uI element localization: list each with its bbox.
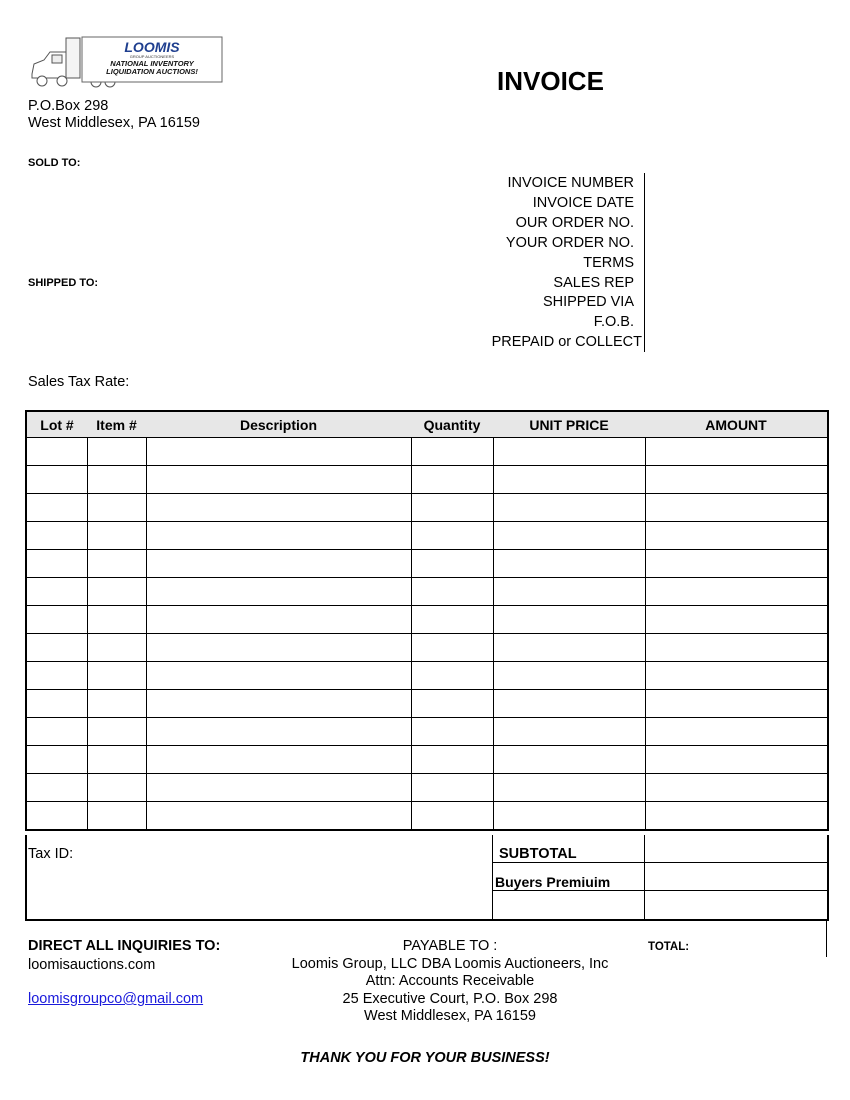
- table-cell[interactable]: [411, 494, 493, 522]
- table-cell[interactable]: [411, 718, 493, 746]
- meta-invoice-number: INVOICE NUMBER: [507, 175, 634, 191]
- table-row: [26, 802, 828, 831]
- table-cell[interactable]: [411, 438, 493, 466]
- table-cell[interactable]: [411, 522, 493, 550]
- table-cell[interactable]: [146, 578, 411, 606]
- meta-shipped-via: SHIPPED VIA: [542, 294, 634, 311]
- table-cell[interactable]: [493, 550, 645, 578]
- table-cell[interactable]: [87, 774, 146, 802]
- table-cell[interactable]: [26, 718, 87, 746]
- table-cell[interactable]: [26, 662, 87, 690]
- col-description: Description: [146, 411, 411, 438]
- col-unit-price: UNIT PRICE: [493, 411, 645, 438]
- table-cell[interactable]: [411, 802, 493, 831]
- table-cell[interactable]: [645, 550, 828, 578]
- table-cell[interactable]: [493, 746, 645, 774]
- table-cell[interactable]: [146, 774, 411, 802]
- table-cell[interactable]: [645, 634, 828, 662]
- table-cell[interactable]: [645, 662, 828, 690]
- logo-name: LOOMIS: [124, 39, 180, 55]
- table-cell[interactable]: [87, 662, 146, 690]
- table-cell[interactable]: [493, 634, 645, 662]
- table-cell[interactable]: [493, 662, 645, 690]
- table-cell[interactable]: [87, 606, 146, 634]
- table-cell[interactable]: [493, 578, 645, 606]
- table-cell[interactable]: [645, 438, 828, 466]
- table-cell[interactable]: [26, 634, 87, 662]
- sales-tax-rate-label: Sales Tax Rate:: [28, 374, 130, 390]
- table-cell[interactable]: [146, 802, 411, 831]
- payable-title: PAYABLE TO :: [402, 938, 498, 954]
- inquiries-email-link[interactable]: loomisgroupco@gmail.com: [28, 991, 204, 1007]
- table-cell[interactable]: [645, 578, 828, 606]
- totals-row-line-1: [492, 862, 827, 863]
- items-table: [25, 410, 829, 831]
- meta-terms: TERMS: [583, 254, 634, 271]
- totals-row-line-2: [492, 890, 827, 891]
- table-cell[interactable]: [87, 690, 146, 718]
- table-cell[interactable]: [87, 578, 146, 606]
- table-row: [26, 690, 828, 718]
- table-cell[interactable]: [645, 606, 828, 634]
- table-cell[interactable]: [146, 606, 411, 634]
- table-cell[interactable]: [645, 522, 828, 550]
- table-cell[interactable]: [87, 718, 146, 746]
- table-cell[interactable]: [87, 550, 146, 578]
- shipped-to-label: SHIPPED TO:: [28, 277, 99, 289]
- table-cell[interactable]: [87, 746, 146, 774]
- table-cell[interactable]: [26, 690, 87, 718]
- table-cell[interactable]: [146, 494, 411, 522]
- table-cell[interactable]: [87, 438, 146, 466]
- table-cell[interactable]: [645, 746, 828, 774]
- table-cell[interactable]: [411, 578, 493, 606]
- col-amount: AMOUNT: [645, 411, 828, 438]
- table-cell[interactable]: [493, 466, 645, 494]
- table-cell[interactable]: [411, 774, 493, 802]
- logo-tagline: GROUP AUCTIONEERS: [129, 54, 175, 59]
- payable-to-block: [260, 938, 640, 1026]
- table-cell[interactable]: [493, 438, 645, 466]
- table-cell[interactable]: [645, 494, 828, 522]
- company-address: [28, 98, 200, 132]
- totals-box: [25, 835, 829, 921]
- table-cell[interactable]: [146, 466, 411, 494]
- buyers-premium-label: Buyers Premiuim: [495, 874, 611, 890]
- table-cell[interactable]: [411, 662, 493, 690]
- table-cell[interactable]: [411, 606, 493, 634]
- payable-line-1: Loomis Group, LLC DBA Loomis Auctioneers, Inc: [291, 955, 609, 972]
- col-quantity: Quantity: [411, 411, 493, 438]
- invoice-meta-labels: [420, 174, 634, 333]
- totals-divider-1: [492, 835, 493, 921]
- table-cell[interactable]: [146, 718, 411, 746]
- table-cell[interactable]: [493, 494, 645, 522]
- meta-your-order: YOUR ORDER NO.: [505, 234, 634, 251]
- col-item: Item #: [87, 411, 146, 438]
- invoice-title: INVOICE: [497, 66, 604, 96]
- inquiries-title: DIRECT ALL INQUIRIES TO:: [28, 938, 221, 954]
- table-cell[interactable]: [493, 718, 645, 746]
- table-cell[interactable]: [26, 522, 87, 550]
- table-cell[interactable]: [645, 802, 828, 831]
- table-cell[interactable]: [26, 466, 87, 494]
- meta-invoice-date: INVOICE DATE: [532, 194, 634, 211]
- col-lot: Lot #: [26, 411, 87, 438]
- table-row: [26, 522, 828, 550]
- company-logo: [30, 34, 225, 92]
- table-cell[interactable]: [26, 802, 87, 831]
- logo-slogan-1: NATIONAL INVENTORY: [110, 59, 194, 68]
- thank-you-message: THANK YOU FOR YOUR BUSINESS!: [300, 1050, 550, 1066]
- meta-divider: [644, 173, 645, 352]
- table-cell[interactable]: [87, 522, 146, 550]
- table-cell[interactable]: [493, 690, 645, 718]
- totals-divider-2: [644, 835, 645, 921]
- table-cell[interactable]: [146, 662, 411, 690]
- table-cell[interactable]: [493, 802, 645, 831]
- total-divider: [826, 919, 827, 957]
- table-row: [26, 494, 828, 522]
- sold-to-label: SOLD TO:: [28, 157, 81, 169]
- table-cell[interactable]: [411, 746, 493, 774]
- table-row: [26, 774, 828, 802]
- table-cell[interactable]: [411, 550, 493, 578]
- table-header-row: [26, 411, 828, 438]
- inquiries-website: loomisauctions.com: [28, 957, 156, 973]
- table-cell[interactable]: [87, 634, 146, 662]
- total-label: TOTAL:: [648, 941, 690, 953]
- table-cell[interactable]: [645, 466, 828, 494]
- table-cell[interactable]: [26, 774, 87, 802]
- table-cell[interactable]: [26, 746, 87, 774]
- table-cell[interactable]: [146, 746, 411, 774]
- table-cell[interactable]: [26, 578, 87, 606]
- table-cell[interactable]: [87, 802, 146, 831]
- table-cell[interactable]: [645, 774, 828, 802]
- table-cell[interactable]: [87, 466, 146, 494]
- table-cell[interactable]: [493, 774, 645, 802]
- table-cell[interactable]: [411, 634, 493, 662]
- table-cell[interactable]: [146, 550, 411, 578]
- table-row: [26, 662, 828, 690]
- subtotal-label: SUBTOTAL: [499, 846, 577, 862]
- address-line-2: West Middlesex, PA 16159: [28, 115, 200, 131]
- table-cell[interactable]: [26, 606, 87, 634]
- tax-id-label: Tax ID:: [28, 846, 74, 862]
- table-row: [26, 634, 828, 662]
- table-row: [26, 606, 828, 634]
- logo-slogan-2: LIQUIDATION AUCTIONS!: [106, 67, 198, 76]
- table-row: [26, 746, 828, 774]
- table-cell[interactable]: [26, 494, 87, 522]
- table-cell[interactable]: [645, 690, 828, 718]
- meta-sales-rep: SALES REP: [553, 274, 634, 291]
- meta-our-order: OUR ORDER NO.: [515, 214, 634, 231]
- table-row: [26, 550, 828, 578]
- table-cell[interactable]: [645, 718, 828, 746]
- table-row: [26, 578, 828, 606]
- payable-line-4: West Middlesex, PA 16159: [364, 1008, 536, 1024]
- table-cell[interactable]: [146, 522, 411, 550]
- table-row: [26, 438, 828, 466]
- payable-line-2: Attn: Accounts Receivable: [365, 973, 535, 989]
- table-cell[interactable]: [26, 438, 87, 466]
- table-cell[interactable]: [411, 466, 493, 494]
- table-row: [26, 466, 828, 494]
- table-cell[interactable]: [146, 634, 411, 662]
- table-cell[interactable]: [87, 494, 146, 522]
- table-row: [26, 718, 828, 746]
- meta-fob: F.O.B.: [593, 314, 634, 331]
- meta-prepaid-collect: PREPAID or COLLECT: [491, 334, 642, 350]
- table-cell[interactable]: [146, 690, 411, 718]
- payable-line-3: 25 Executive Court, P.O. Box 298: [342, 990, 558, 1007]
- address-line-1: P.O.Box 298: [28, 98, 109, 114]
- table-cell[interactable]: [493, 606, 645, 634]
- table-cell[interactable]: [146, 438, 411, 466]
- table-cell[interactable]: [26, 550, 87, 578]
- table-cell[interactable]: [411, 690, 493, 718]
- table-cell[interactable]: [493, 522, 645, 550]
